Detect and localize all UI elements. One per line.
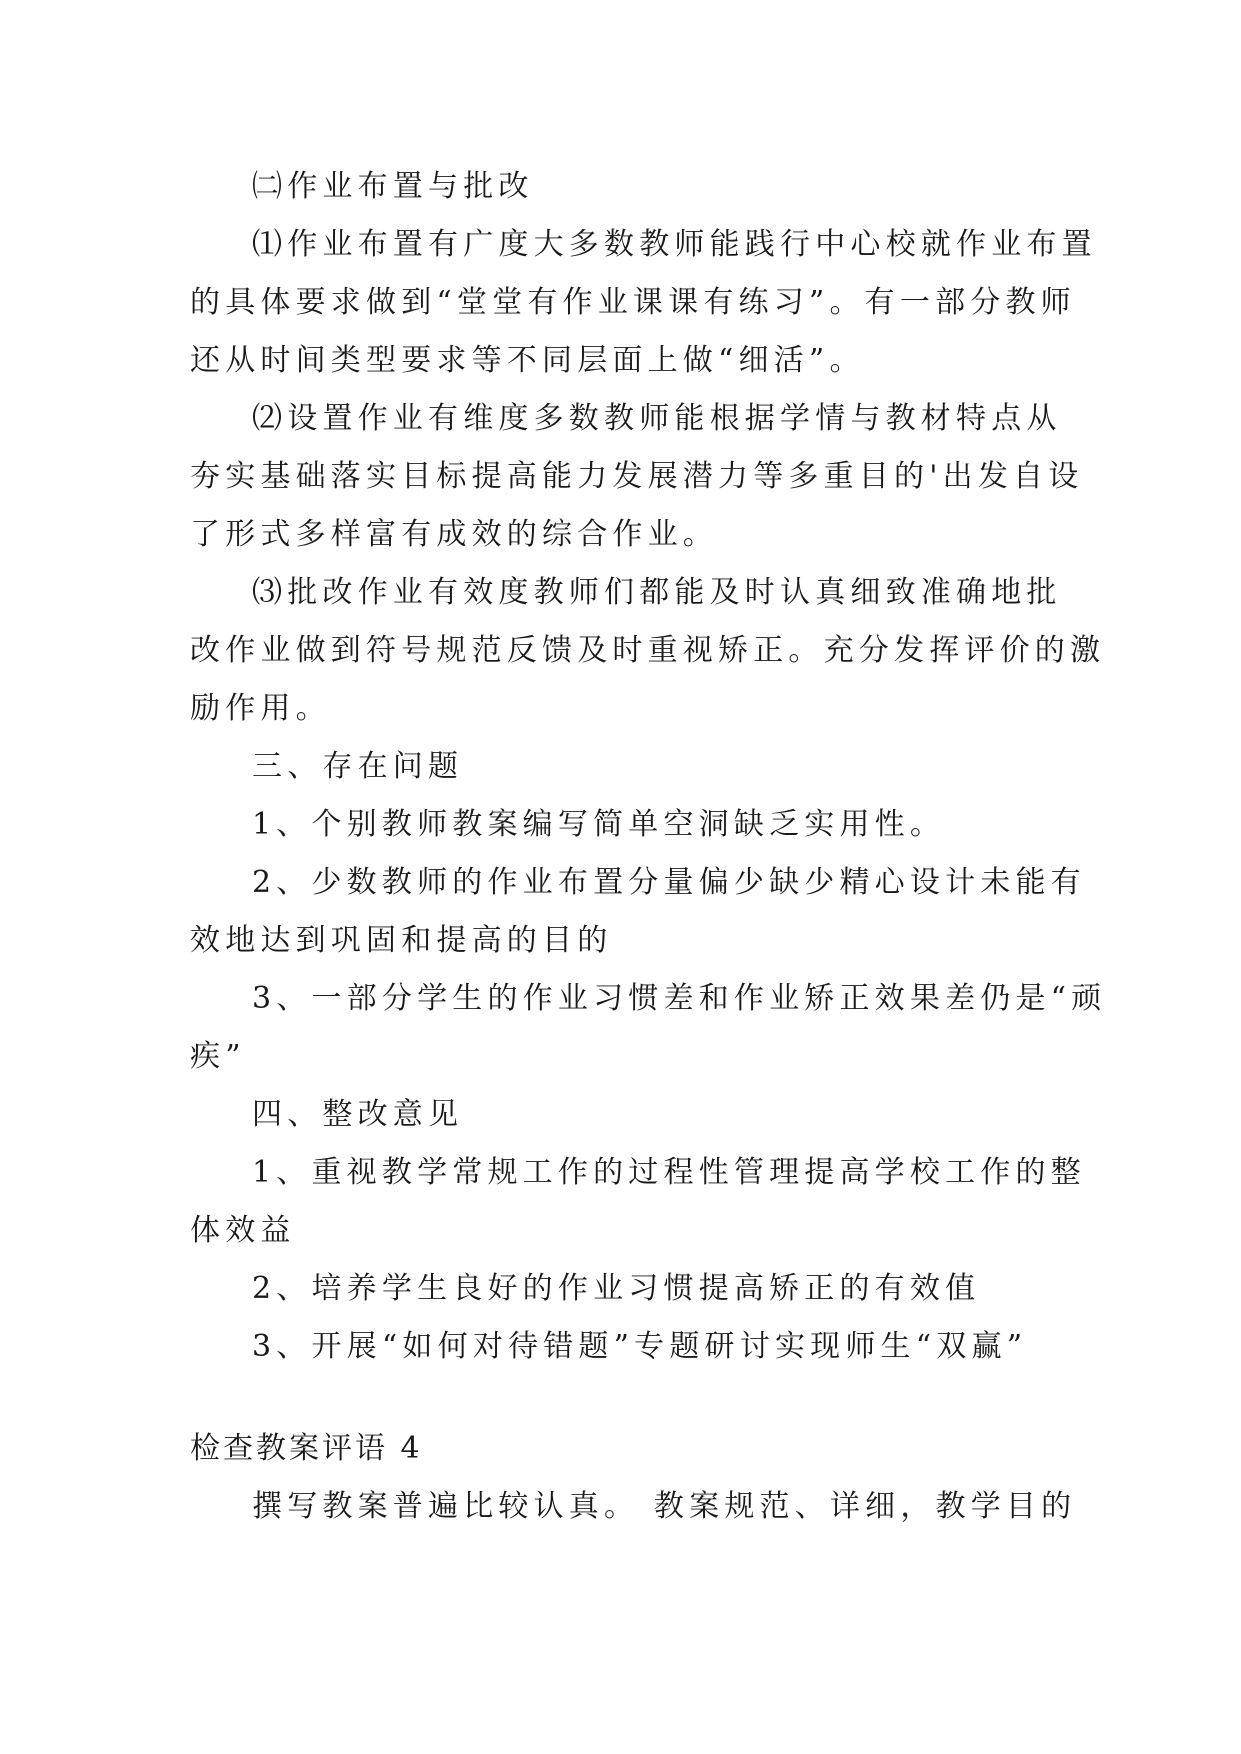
paragraph-line: 了形式多样富有成效的综合作业。 <box>190 517 718 552</box>
paragraph-line: 2、培养学生良好的作业习惯提高矫正的有效值 <box>252 1271 981 1306</box>
paragraph-line: 1、个别教师教案编写简单空洞缺乏实用性。 <box>252 807 946 842</box>
paragraph-line: 撰写教案普遍比较认真。 教案规范、详细，教学目的 <box>252 1489 1077 1524</box>
paragraph-line: 疾” <box>190 1039 246 1074</box>
paragraph-line: ⑵设置作业有维度多数教师能根据学情与教材特点从 <box>252 401 1062 436</box>
paragraph-line: 2、少数教师的作业布置分量偏少缺少精心设计未能有 <box>252 865 1086 900</box>
paragraph-line: 励作用。 <box>190 691 331 726</box>
paragraph-line: 效地达到巩固和提高的目的 <box>190 923 613 958</box>
paragraph-line: 的具体要求做到“堂堂有作业课课有练习”。有一部分教师 <box>190 285 1076 320</box>
paragraph-line: ㈡作业布置与批改 <box>252 169 534 204</box>
paragraph-line: 3、一部分学生的作业习惯差和作业矫正效果差仍是“顽 <box>252 981 1107 1016</box>
document-body <box>190 158 1107 1536</box>
paragraph-line: ⑶批改作业有效度教师们都能及时认真细致准确地批 <box>252 575 1062 610</box>
paragraph-line: 还从时间类型要求等不同层面上做“细活”。 <box>190 343 865 378</box>
paragraph-line: ⑴作业布置有广度大多数教师能践行中心校就作业布置 <box>252 227 1097 262</box>
paragraph-line: 3、开展“如何对待错题”专题研讨实现师生“双赢” <box>252 1329 1028 1364</box>
paragraph-line: 1、重视教学常规工作的过程性管理提高学校工作的整 <box>252 1155 1086 1190</box>
paragraph-line: 改作业做到符号规范反馈及时重视矫正。充分发挥评价的激 <box>190 633 1106 668</box>
paragraph-line: 夯实基础落实目标提高能力发展潜力等多重目的'出发自设 <box>190 459 1084 494</box>
heading-rectification: 四、整改意见 <box>252 1097 464 1132</box>
paragraph-line: 体效益 <box>190 1213 296 1248</box>
heading-existing-problems: 三、存在问题 <box>252 749 464 784</box>
section-title: 检查教案评语 4 <box>190 1431 423 1466</box>
